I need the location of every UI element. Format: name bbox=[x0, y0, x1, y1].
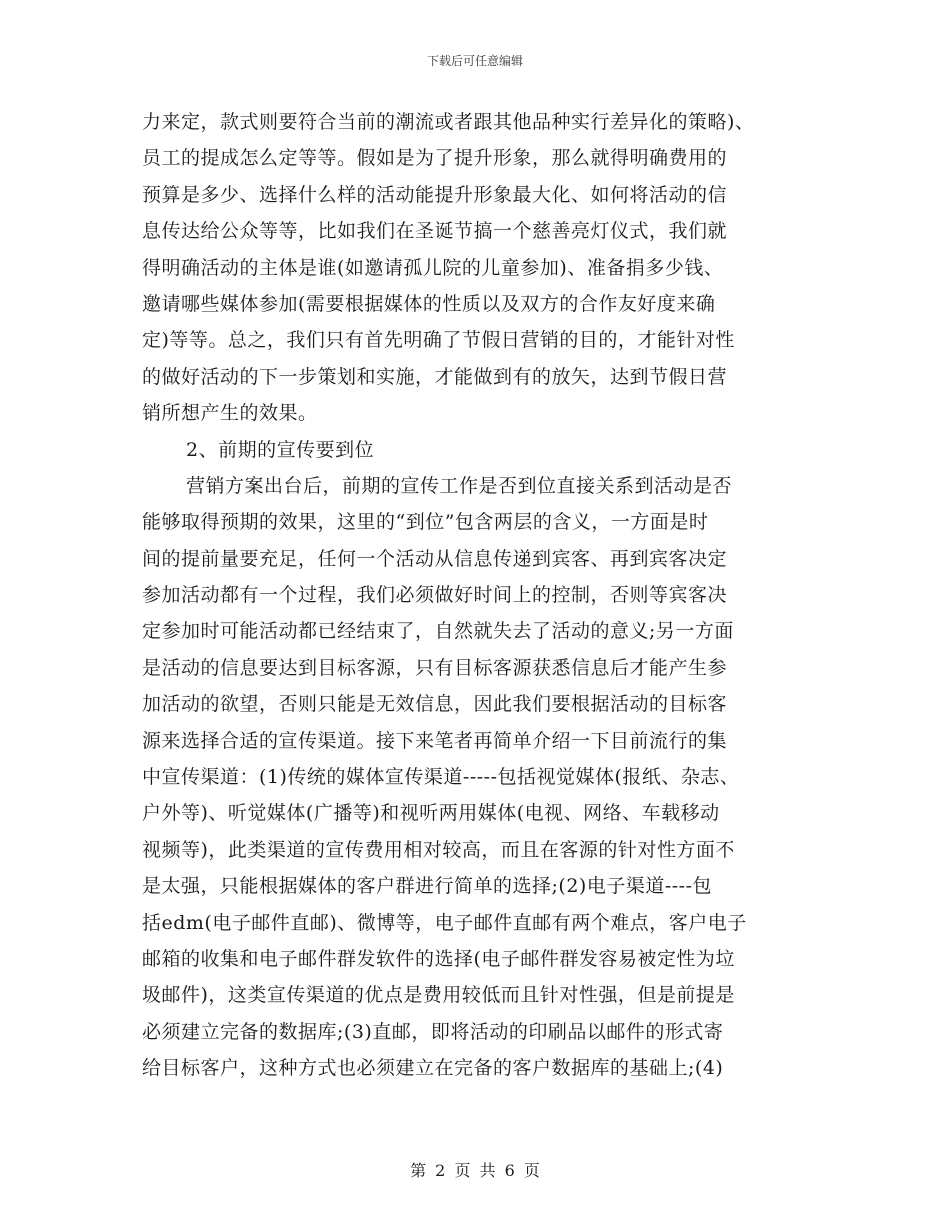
text-line: 圾邮件)，这类宣传渠道的优点是费用较低而且针对性强，但是前提是 bbox=[142, 984, 735, 1007]
text-line: 中宣传渠道：(1)传统的媒体宣传渠道-----包括视觉媒体(报纸、杂志、 bbox=[142, 766, 740, 789]
text-line: 息传达给公众等等，比如我们在圣诞节搞一个慈善亮灯仪式，我们就 bbox=[142, 220, 728, 243]
text-line: 给目标客户，这种方式也必须建立在完备的客户数据库的基础上;(4) bbox=[142, 1057, 724, 1080]
text-line: 户外等)、听觉媒体(广播等)和视听两用媒体(电视、网络、车载移动 bbox=[142, 802, 720, 825]
text-line: 员工的提成怎么定等等。假如是为了提升形象，那么就得明确费用的 bbox=[142, 147, 728, 170]
text-line: 括edm(电子邮件直邮)、微博等，电子邮件直邮有两个难点，客户电子 bbox=[142, 911, 747, 934]
text-line: 源来选择合适的宣传渠道。接下来笔者再简单介绍一下目前流行的集 bbox=[142, 729, 728, 752]
text-line: 必须建立完备的数据库;(3)直邮，即将活动的印刷品以邮件的形式寄 bbox=[142, 1020, 724, 1043]
text-line: 是活动的信息要达到目标客源，只有目标客源获悉信息后才能产生参 bbox=[142, 656, 728, 679]
text-line: 邮箱的收集和电子邮件群发软件的选择(电子邮件群发容易被定性为垃 bbox=[142, 947, 735, 970]
section-heading: 2、前期的宣传要到位 bbox=[186, 438, 375, 461]
text-line: 的做好活动的下一步策划和实施，才能做到有的放矢，达到节假日营 bbox=[142, 365, 728, 388]
header-note: 下载后可任意编辑 bbox=[426, 54, 523, 68]
text-line: 参加活动都有一个过程，我们必须做好时间上的控制，否则等宾客决 bbox=[142, 584, 728, 607]
text-line: 力来定，款式则要符合当前的潮流或者跟其他品种实行差异化的策略)、 bbox=[142, 111, 755, 133]
text-line: 预算是多少、选择什么样的活动能提升形象最大化、如何将活动的信 bbox=[142, 183, 728, 206]
text-line: 视频等)，此类渠道的宣传费用相对较高，而且在客源的针对性方面不 bbox=[142, 838, 735, 861]
text-line: 销所想产生的效果。 bbox=[142, 402, 318, 425]
paragraph-start-line: 营销方案出台后，前期的宣传工作是否到位直接关系到活动是否 bbox=[186, 474, 733, 497]
text-line: 邀请哪些媒体参加(需要根据媒体的性质以及双方的合作友好度来确 bbox=[142, 292, 716, 315]
document-body bbox=[142, 104, 812, 1087]
text-line: 能够取得预期的效果，这里的“到位”包含两层的含义，一方面是时 bbox=[142, 511, 709, 534]
text-line: 间的提前量要充足，任何一个活动从信息传递到宾客、再到宾客决定 bbox=[142, 547, 728, 570]
text-line: 得明确活动的主体是谁(如邀请孤儿院的儿童参加)、准备捐多少钱、 bbox=[142, 256, 724, 279]
text-line: 定参加时可能活动都已经结束了，自然就失去了活动的意义;另一方面 bbox=[142, 620, 734, 643]
text-line: 加活动的欲望，否则只能是无效信息，因此我们要根据活动的目标客 bbox=[142, 693, 728, 716]
text-line: 定)等等。总之，我们只有首先明确了节假日营销的目的，才能针对性 bbox=[142, 329, 735, 352]
page-number: 第 2 页 共 6 页 bbox=[410, 1161, 540, 1180]
text-line: 是太强，只能根据媒体的客户群进行简单的选择;(2)电子渠道----包 bbox=[142, 875, 712, 898]
